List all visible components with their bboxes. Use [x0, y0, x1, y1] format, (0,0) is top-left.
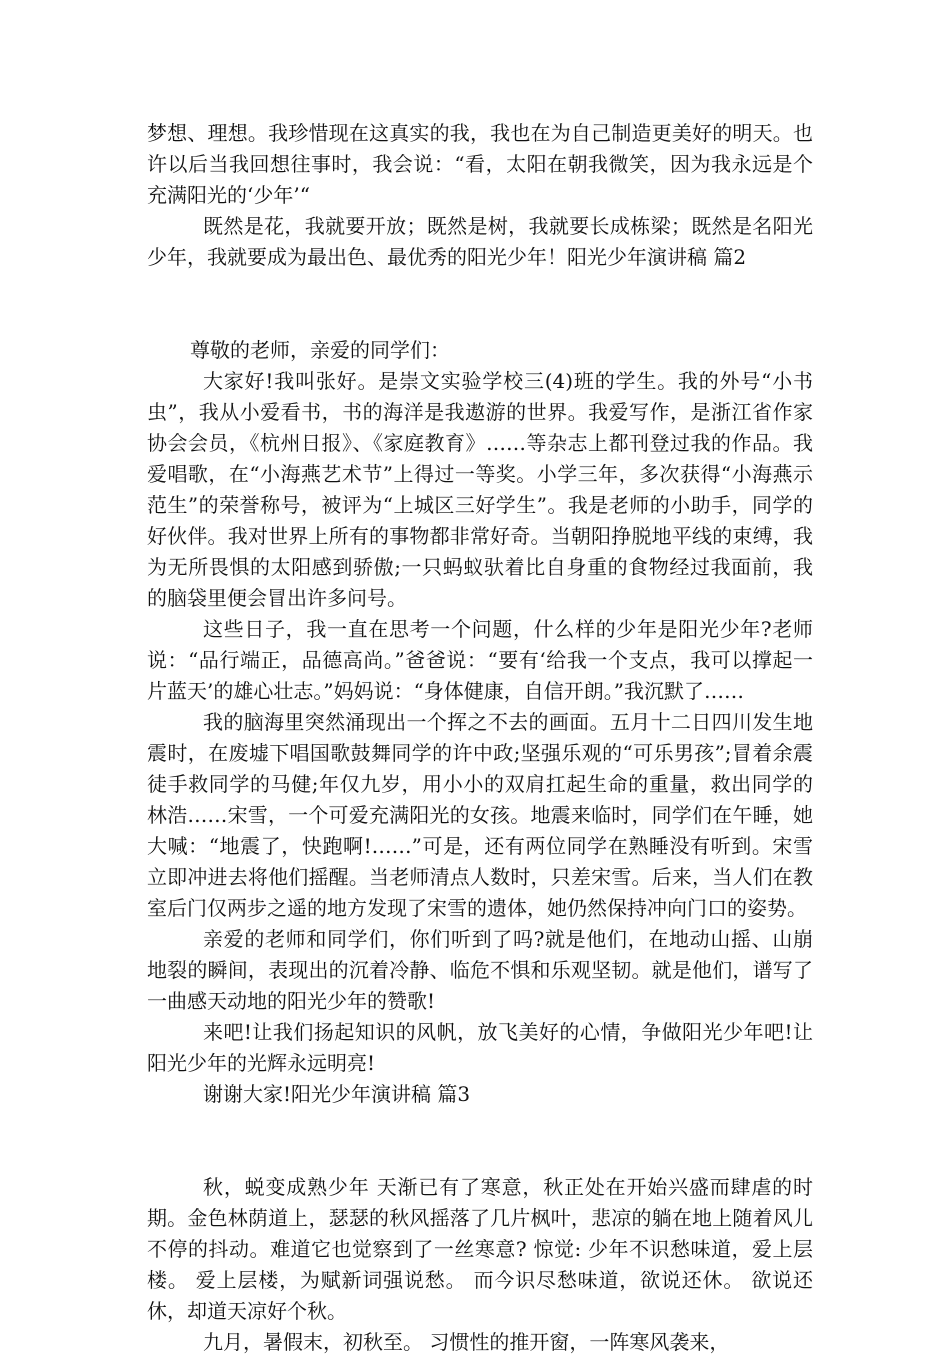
- section-gap: [147, 273, 813, 335]
- paragraph-7: 亲爱的老师和同学们，你们听到了吗?就是他们，在地动山摇、山崩地裂的瞬间，表现出的沉着冷静、临危不惧和乐观坚韧。就是他们，谱写了一曲感天动地的阳光少年的赞歌!: [147, 927, 813, 1013]
- greeting: 尊敬的老师，亲爱的同学们：: [190, 338, 450, 362]
- paragraph-11: 九月，暑假末，初秋至。 习惯性的推开窗，一阵寒风袭来，: [203, 1330, 730, 1354]
- paragraph-5: 这些日子，我一直在思考一个问题，什么样的少年是阳光少年?老师说：“品行端正，品德高尚。”爸爸说：“要有‘给我一个支点，我可以撑起一片蓝天’的雄心壮志。”妈妈说：“身体健康，自信开朗。”我沉默了……: [147, 617, 813, 703]
- paragraph-2: 既然是花，我就要开放；既然是树，我就要长成栋梁；既然是名阳光少年，我就要成为最出色、最优秀的阳光少年！阳光少年演讲稿 篇2: [147, 214, 813, 269]
- paragraph-8: 来吧!让我们扬起知识的风帆，放飞美好的心情，争做阳光少年吧!让阳光少年的光辉永远明亮!: [147, 1020, 813, 1075]
- paragraph-4: 大家好!我叫张好。是崇文实验学校三(4)班的学生。我的外号“小书虫”，我从小爱看书，书的海洋是我遨游的世界。我爱写作，是浙江省作家协会会员，《杭州日报》、《家庭教育》……等杂志上都刊登过我的作品。我爱唱歌，在“小海燕艺术节”上得过一等奖。小学三年，多次获得“小海燕示范生”的荣誉称号，被评为“上城区三好学生”。我是老师的小助手，同学的好伙伴。我对世界上所有的事物都非常好奇。当朝阳挣脱地平线的束缚，我为无所畏惧的太阳感到骄傲;一只蚂蚁驮着比自身重的食物经过我面前，我的脑袋里便会冒出许多问号。: [147, 369, 813, 610]
- paragraph-9: 谢谢大家!阳光少年演讲稿 篇3: [203, 1082, 471, 1106]
- paragraph-6: 我的脑海里突然涌现出一个挥之不去的画面。五月十二日四川发生地震时，在废墟下唱国歌鼓舞同学的许中政;坚强乐观的“可乐男孩”;冒着余震徒手救同学的马健;年仅九岁，用小小的双肩扛起生命的重量，救出同学的林浩……宋雪，一个可爱充满阳光的女孩。地震来临时，同学们在午睡，她大喊：“地震了，快跑啊!……”可是，还有两位同学在熟睡没有听到。宋雪立即冲进去将他们摇醒。当老师清点人数时，只差宋雪。后来，当人们在教室后门仅两步之遥的地方发现了宋雪的遗体，她仍然保持冲向门口的姿势。: [147, 710, 813, 920]
- document-page: [147, 118, 813, 1358]
- paragraph-1: 梦想、理想。我珍惜现在这真实的我，我也在为自己制造更美好的明天。也许以后当我回想往事时，我会说：“看，太阳在朝我微笑，因为我永远是个充满阳光的‘少年’“: [147, 121, 813, 207]
- paragraph-10: 秋，蜕变成熟少年 天渐已有了寒意，秋正处在开始兴盛而肆虐的时期。金色林荫道上，瑟瑟的秋风摇落了几片枫叶，悲凉的躺在地上随着风儿不停的抖动。难道它也觉察到了一丝寒意? 惊觉: 少年不识愁味道，爱上层楼。 爱上层楼，为赋新词强说愁。 而今识尽愁味道，欲说还休。 欲说还休，却道天凉好个秋。: [147, 1175, 813, 1323]
- section-gap: [147, 1110, 813, 1172]
